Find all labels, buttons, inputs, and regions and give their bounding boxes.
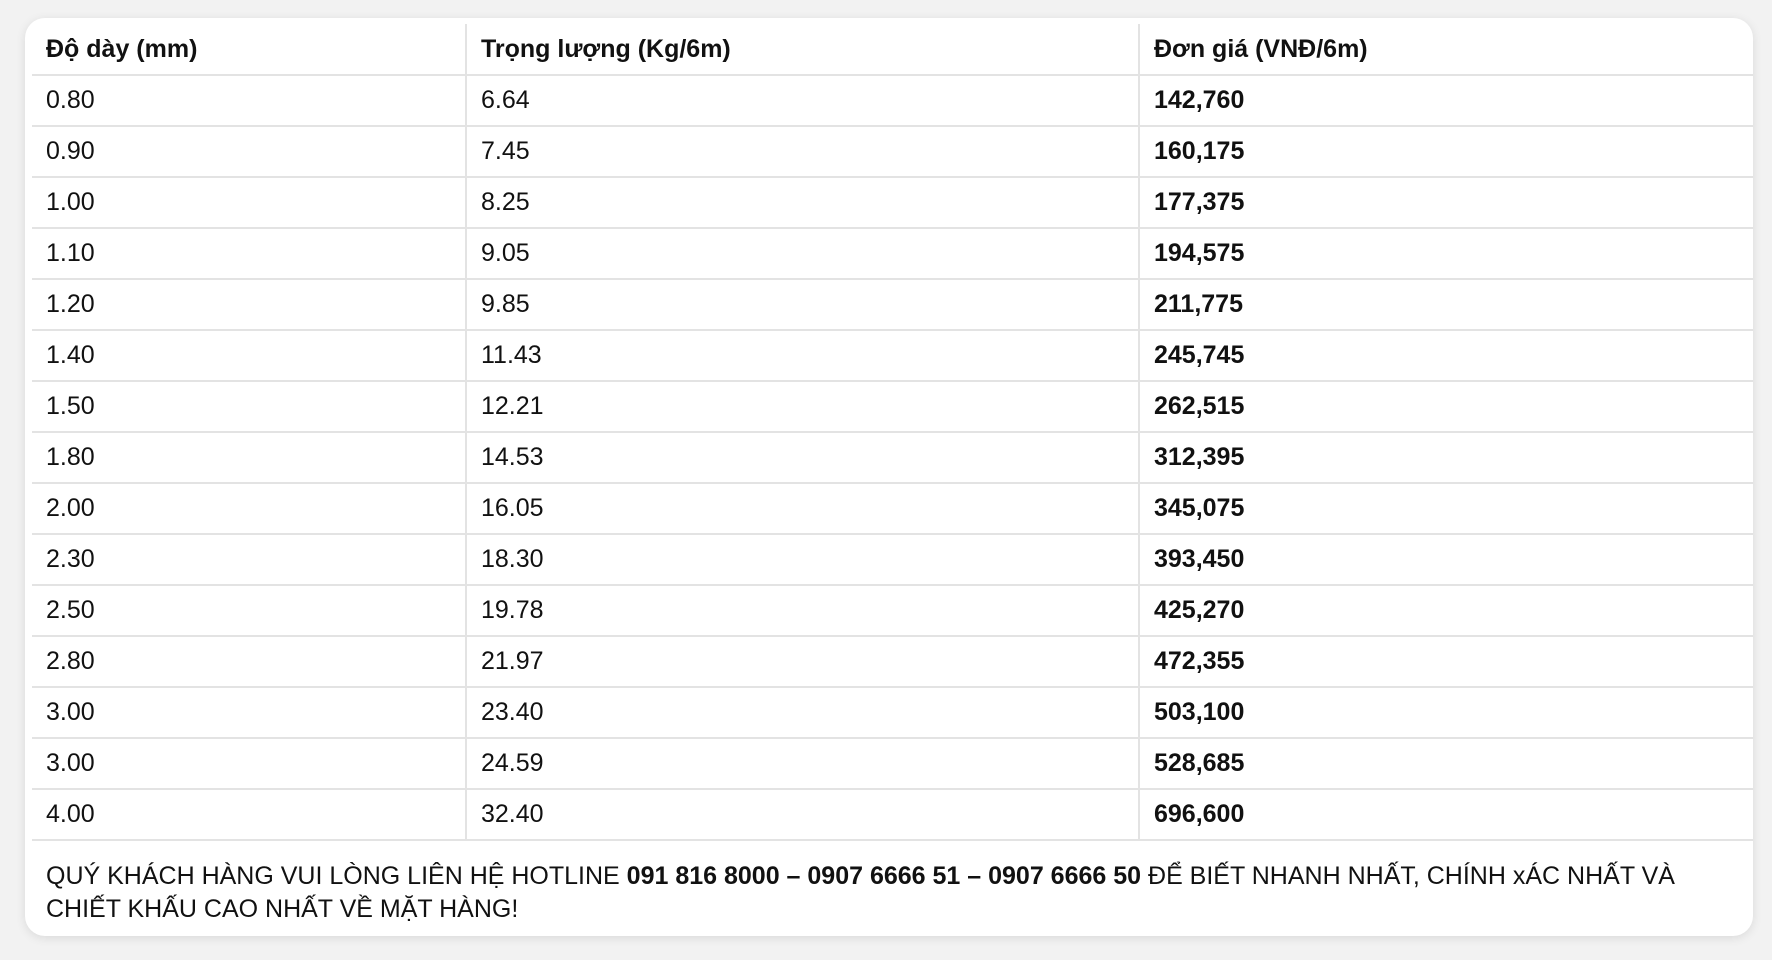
header-weight: Trọng lượng (Kg/6m): [466, 24, 1139, 75]
cell-price: 312,395: [1139, 432, 1753, 483]
cell-thickness: 2.30: [32, 534, 466, 585]
cell-weight: 6.64: [466, 75, 1139, 126]
table-row: [32, 738, 1753, 789]
cell-thickness: 1.40: [32, 330, 466, 381]
cell-thickness: 1.80: [32, 432, 466, 483]
table-row: [32, 330, 1753, 381]
cell-weight: 9.85: [466, 279, 1139, 330]
table-row: [32, 483, 1753, 534]
table-row: [32, 534, 1753, 585]
hotline-numbers: 091 816 8000 – 0907 6666 51 – 0907 6666 50: [626, 862, 1142, 890]
price-table: [32, 24, 1753, 841]
table-row: [32, 636, 1753, 687]
table-header-row: [32, 24, 1753, 75]
cell-thickness: 2.00: [32, 483, 466, 534]
cell-price: 262,515: [1139, 381, 1753, 432]
table-row: [32, 381, 1753, 432]
cell-weight: 11.43: [466, 330, 1139, 381]
cell-thickness: 3.00: [32, 738, 466, 789]
cell-thickness: 0.90: [32, 126, 466, 177]
notice-suffix: ĐỂ BIẾT NHANH NHẤT, CHÍNH xÁC NHẤT VÀ CHIẾT KHẤU CAO NHẤT VỀ MẶT HÀNG!: [46, 862, 1675, 923]
cell-weight: 7.45: [466, 126, 1139, 177]
cell-thickness: 1.50: [32, 381, 466, 432]
cell-price: 142,760: [1139, 75, 1753, 126]
cell-price: 503,100: [1139, 687, 1753, 738]
cell-price: 211,775: [1139, 279, 1753, 330]
hotline-notice: [46, 860, 1746, 926]
cell-weight: 9.05: [466, 228, 1139, 279]
cell-price: 194,575: [1139, 228, 1753, 279]
table-row: [32, 432, 1753, 483]
cell-thickness: 0.80: [32, 75, 466, 126]
notice-prefix: QUÝ KHÁCH HÀNG VUI LÒNG LIÊN HỆ HOTLINE: [46, 862, 627, 890]
cell-weight: 8.25: [466, 177, 1139, 228]
cell-price: 425,270: [1139, 585, 1753, 636]
table-row: [32, 228, 1753, 279]
table-row: [32, 177, 1753, 228]
cell-weight: 21.97: [466, 636, 1139, 687]
cell-price: 160,175: [1139, 126, 1753, 177]
cell-thickness: 2.50: [32, 585, 466, 636]
header-price: Đơn giá (VNĐ/6m): [1139, 24, 1753, 75]
cell-price: 528,685: [1139, 738, 1753, 789]
table-row: [32, 687, 1753, 738]
cell-thickness: 3.00: [32, 687, 466, 738]
cell-thickness: 1.00: [32, 177, 466, 228]
cell-weight: 23.40: [466, 687, 1139, 738]
header-thickness: Độ dày (mm): [32, 24, 466, 75]
cell-price: 177,375: [1139, 177, 1753, 228]
cell-thickness: 1.20: [32, 279, 466, 330]
cell-weight: 19.78: [466, 585, 1139, 636]
cell-weight: 14.53: [466, 432, 1139, 483]
table-row: [32, 75, 1753, 126]
cell-price: 245,745: [1139, 330, 1753, 381]
cell-weight: 12.21: [466, 381, 1139, 432]
table-row: [32, 789, 1753, 840]
cell-weight: 32.40: [466, 789, 1139, 840]
cell-price: 345,075: [1139, 483, 1753, 534]
cell-thickness: 1.10: [32, 228, 466, 279]
cell-weight: 24.59: [466, 738, 1139, 789]
price-table-card: [25, 18, 1753, 936]
table-row: [32, 126, 1753, 177]
table-row: [32, 585, 1753, 636]
cell-price: 696,600: [1139, 789, 1753, 840]
table-row: [32, 279, 1753, 330]
cell-thickness: 4.00: [32, 789, 466, 840]
cell-weight: 18.30: [466, 534, 1139, 585]
cell-price: 472,355: [1139, 636, 1753, 687]
cell-price: 393,450: [1139, 534, 1753, 585]
cell-thickness: 2.80: [32, 636, 466, 687]
cell-weight: 16.05: [466, 483, 1139, 534]
